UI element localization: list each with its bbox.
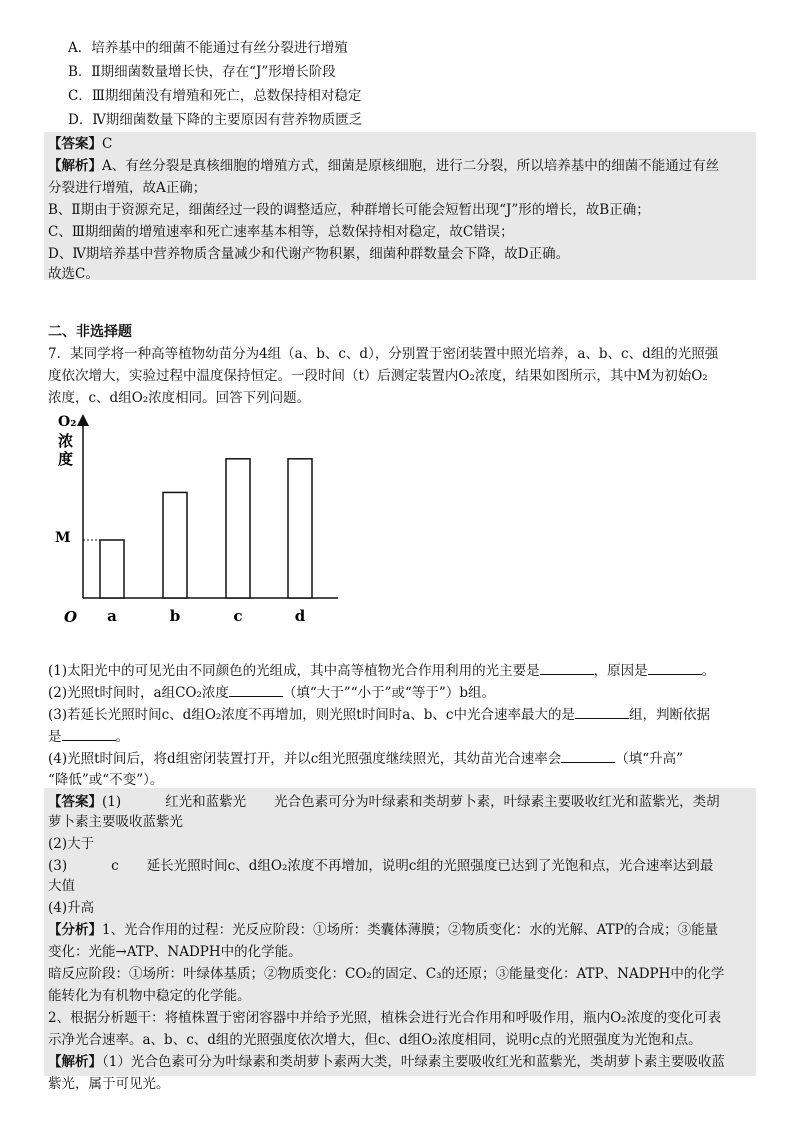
q7-fenxi-1: 【分析】1、光合作用的过程：光反应阶段：①场所：类囊体薄膜；②物质变化：水的光解、ATP的合成；③能量 [48, 922, 719, 938]
bar-c [226, 459, 250, 598]
option-d: D．Ⅳ期细菌数量下降的主要原因有营养物质匮乏 [68, 112, 363, 128]
bar-d [288, 459, 312, 598]
q7-sub1: (1)太阳光中的可见光由不同颜色的光组成，其中高等植物光合作用利用的光主要是 ，原因是 。 [48, 660, 715, 681]
q6-analysis-5: D、Ⅳ期培养基中营养物质含量减少和代谢产物积累，细菌种群数量会下降，故D正确。 [48, 246, 570, 262]
blank-1[interactable] [540, 660, 594, 675]
blank-2[interactable] [648, 660, 702, 675]
blank-4[interactable] [575, 704, 629, 719]
q7-ans1: 【答案】(1) 红光和蓝紫光 光合色素可分为叶绿素和类胡萝卜素，叶绿素主要吸收红光和蓝紫光，类胡 [48, 794, 720, 810]
x-tick-label-c: c [233, 607, 243, 625]
option-b: B．Ⅱ期细菌数量增长快，存在“J”形增长阶段 [68, 64, 336, 80]
q7-fenxi-3: 暗反应阶段：①场所：叶绿体基质；②物质变化：CO₂的固定、C₃的还原；③能量变化：ATP、NADPH中的化学 [48, 966, 725, 982]
q7-fenxi-5: 2、根据分析题干：将植株置于密闭容器中并给予光照，植株会进行光合作用和呼吸作用，瓶内O₂浓度的变化可表 [48, 1010, 722, 1026]
q7-sub3-cont: 是 。 [48, 726, 129, 747]
origin-label: O [64, 608, 78, 626]
q7-ans3-cont: 大值 [48, 878, 75, 894]
q7-jiexi-1: 【解析】（1）光合色素可分为叶绿素和类胡萝卜素两大类，叶绿素主要吸收红光和蓝紫光，类胡萝卜素主要吸收蓝 [48, 1054, 725, 1070]
q7-ans4: (4)升高 [48, 900, 95, 916]
q6-answer: 【答案】C [48, 136, 113, 152]
q7-fenxi-6: 示净光合速率。a、b、c、d组的光照强度依次增大，但c、d组O₂浓度相同，说明c点的光照强度为光饱和点。 [48, 1032, 702, 1048]
q6-analysis-2: 分裂进行增殖，故A正确； [48, 180, 207, 196]
q7-sub4-cont: “降低”或“不变”）。 [48, 772, 164, 788]
blank-6[interactable] [561, 748, 615, 763]
q7-ans3: (3) c 延长光照时间c、d组O₂浓度不再增加，说明c组的光照强度已达到了光饱和点，光合速率达到最 [48, 858, 714, 874]
q7-ans2: (2)大于 [48, 836, 95, 852]
q7-sub2: (2)光照t时间时，a组CO₂浓度 （填“大于”“小于”或“等于”）b组。 [48, 682, 495, 703]
q7-ans1-cont: 萝卜素主要吸收蓝紫光 [48, 814, 183, 830]
blank-5[interactable] [62, 726, 116, 741]
q7-fenxi-4: 能转化为有机物中稳定的化学能。 [48, 988, 251, 1004]
q7-jiexi-2: 紫光，属于可见光。 [48, 1076, 170, 1092]
y-axis-label-sub: O₂ [58, 414, 77, 430]
q7-fenxi-2: 变化：光能→ATP、NADPH中的化学能。 [48, 944, 302, 960]
x-tick-label-b: b [169, 607, 181, 625]
q7-sub4: (4)光照t时间后，将d组密闭装置打开，并以c组光照强度继续照光，其幼苗光合速率会 （填“升高” [48, 748, 683, 769]
y-axis-label-1: 浓 [58, 432, 74, 450]
bar-b [163, 492, 187, 598]
section-title: 二、非选择题 [48, 324, 132, 340]
q6-analysis-3: B、Ⅱ期由于资源充足，细菌经过一段的调整适应，种群增长可能会短暂出现“J”形的增长，故B正确； [48, 202, 650, 218]
q6-analysis-1: 【解析】A、有丝分裂是真核细胞的增殖方式，细菌是原核细胞，进行二分裂，所以培养基中的细菌不能通过有丝 [48, 158, 720, 174]
bar-a [100, 540, 124, 598]
q6-conclusion: 故选C。 [48, 266, 99, 282]
q7-stem-1: 7．某同学将一种高等植物幼苗分为4组（a、b、c、d），分别置于密闭装置中照光培养，a、b、c、d组的光照强 [48, 346, 719, 362]
o2-concentration-chart [50, 408, 350, 628]
y-axis-label-2: 度 [58, 450, 74, 468]
q7-stem-2: 度依次增大，实验过程中温度保持恒定。一段时间（t）后测定装置内O₂浓度，结果如图所示，其中M为初始O₂ [48, 368, 708, 384]
option-c: C．Ⅲ期细菌没有增殖和死亡，总数保持相对稳定 [68, 88, 362, 104]
option-a: A．培养基中的细菌不能通过有丝分裂进行增殖 [68, 40, 348, 56]
x-tick-label-a: a [107, 607, 117, 625]
x-tick-label-d: d [294, 607, 306, 625]
reference-label: M [55, 530, 71, 546]
blank-3[interactable] [229, 682, 283, 697]
q7-sub3: (3)若延长光照时间c、d组O₂浓度不再增加，则光照t时间时a、b、c中光合速率最大的是 组，判断依据 [48, 704, 710, 725]
q7-stem-3: 浓度，c、d组O₂浓度相同。回答下列问题。 [48, 390, 311, 406]
q6-analysis-4: C、Ⅲ期细菌的增殖速率和死亡速率基本相等，总数保持相对稳定，故C错误； [48, 224, 514, 240]
